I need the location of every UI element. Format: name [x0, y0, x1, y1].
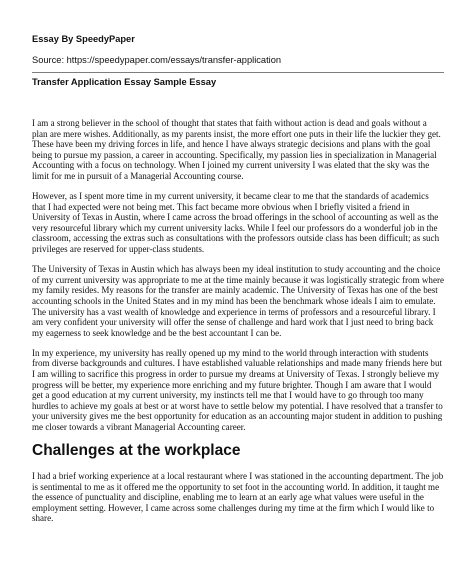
section-paragraph-1: I had a brief working experience at a local restaurant where I was stationed in the accounting department. The job is sentimental to me as it offered me the opportunity to set foot in the accounting world. In addition, it taught me the essence of punctuality and discipline, enabling me to learn at an early age what values were useful in the employment setting. However, I came across some challenges during my time at the firm which I would like to share. — [32, 471, 444, 524]
section-heading: Challenges at the workplace — [32, 442, 241, 460]
header-divider — [32, 72, 444, 73]
essay-paragraph-3: The University of Texas in Austin which has always been my ideal institution to study accounting and the choice of my current university was appropriate to me at the time mainly because it was logistically strategic from where my family resides. My reasons for the transfer are mainly academic. The University of Texas has one of the best accounting schools in the United States and in my mind has been the benchmark whose ideals I aim to emulate. The university has a vast wealth of knowledge and experience in terms of professors and a resourceful library. I am very confident your university will offer the sense of challenge and hard work that I just need to bring back my eagerness to seek knowledge and be the best accountant I can be. — [32, 264, 445, 338]
essay-paragraph-4: In my experience, my university has really opened up my mind to the world through interaction with students from diverse backgrounds and cultures. I have established valuable relationships and made many friends here but I am willing to sacrifice this progress in order to pursue my dreams at University of Texas. I strongly believe my progress will be better, my experience more enriching and my future brighter. Though I am aware that I would get a good education at my current university, my instincts tell me that I would have to go through too many hurdles to achieve my goals at best or at worst have to settle below my potential. I have resolved that a transfer to your university gives me the best opportunity for education as an accounting major student in addition to pushing me closer towards a vibrant Managerial Accounting career. — [32, 347, 443, 432]
source-line: Source: https://speedypaper.com/essays/transfer-application — [32, 55, 282, 65]
essay-paragraph-1: I am a strong believer in the school of thought that states that faith without action is dead and goals without a plan are mere wishes. Additionally, as my parents insist, the more effort one puts in their life the luckier they get. These have been my driving forces in life, and hence I have always strategic decisions and plans with the goal being to pursue my passion, a career in accounting. Specifically, my passion lies in specialization in Managerial Accounting with a focus on technology. When I joined my current university I was elated that the sky was the limit for me in pursuit of a Managerial Accounting course. — [32, 118, 441, 181]
brand-title: Essay By SpeedyPaper — [32, 34, 135, 44]
essay-paragraph-2: However, as I spent more time in my current university, it became clear to me that the standards of academics that I had expected were not being met. This fact became more obvious when I briefly visited a friend in University of Texas in Austin, where I came across the broad offerings in the school of accounting as well as the very resourceful library which my current university lacks. While I feel our professors do a wonderful job in the classroom, accessing the extras such as consultations with the professors outside class has been difficult; as such privileges are reserved for upper-class students. — [32, 191, 440, 255]
essay-title: Transfer Application Essay Sample Essay — [32, 77, 217, 87]
